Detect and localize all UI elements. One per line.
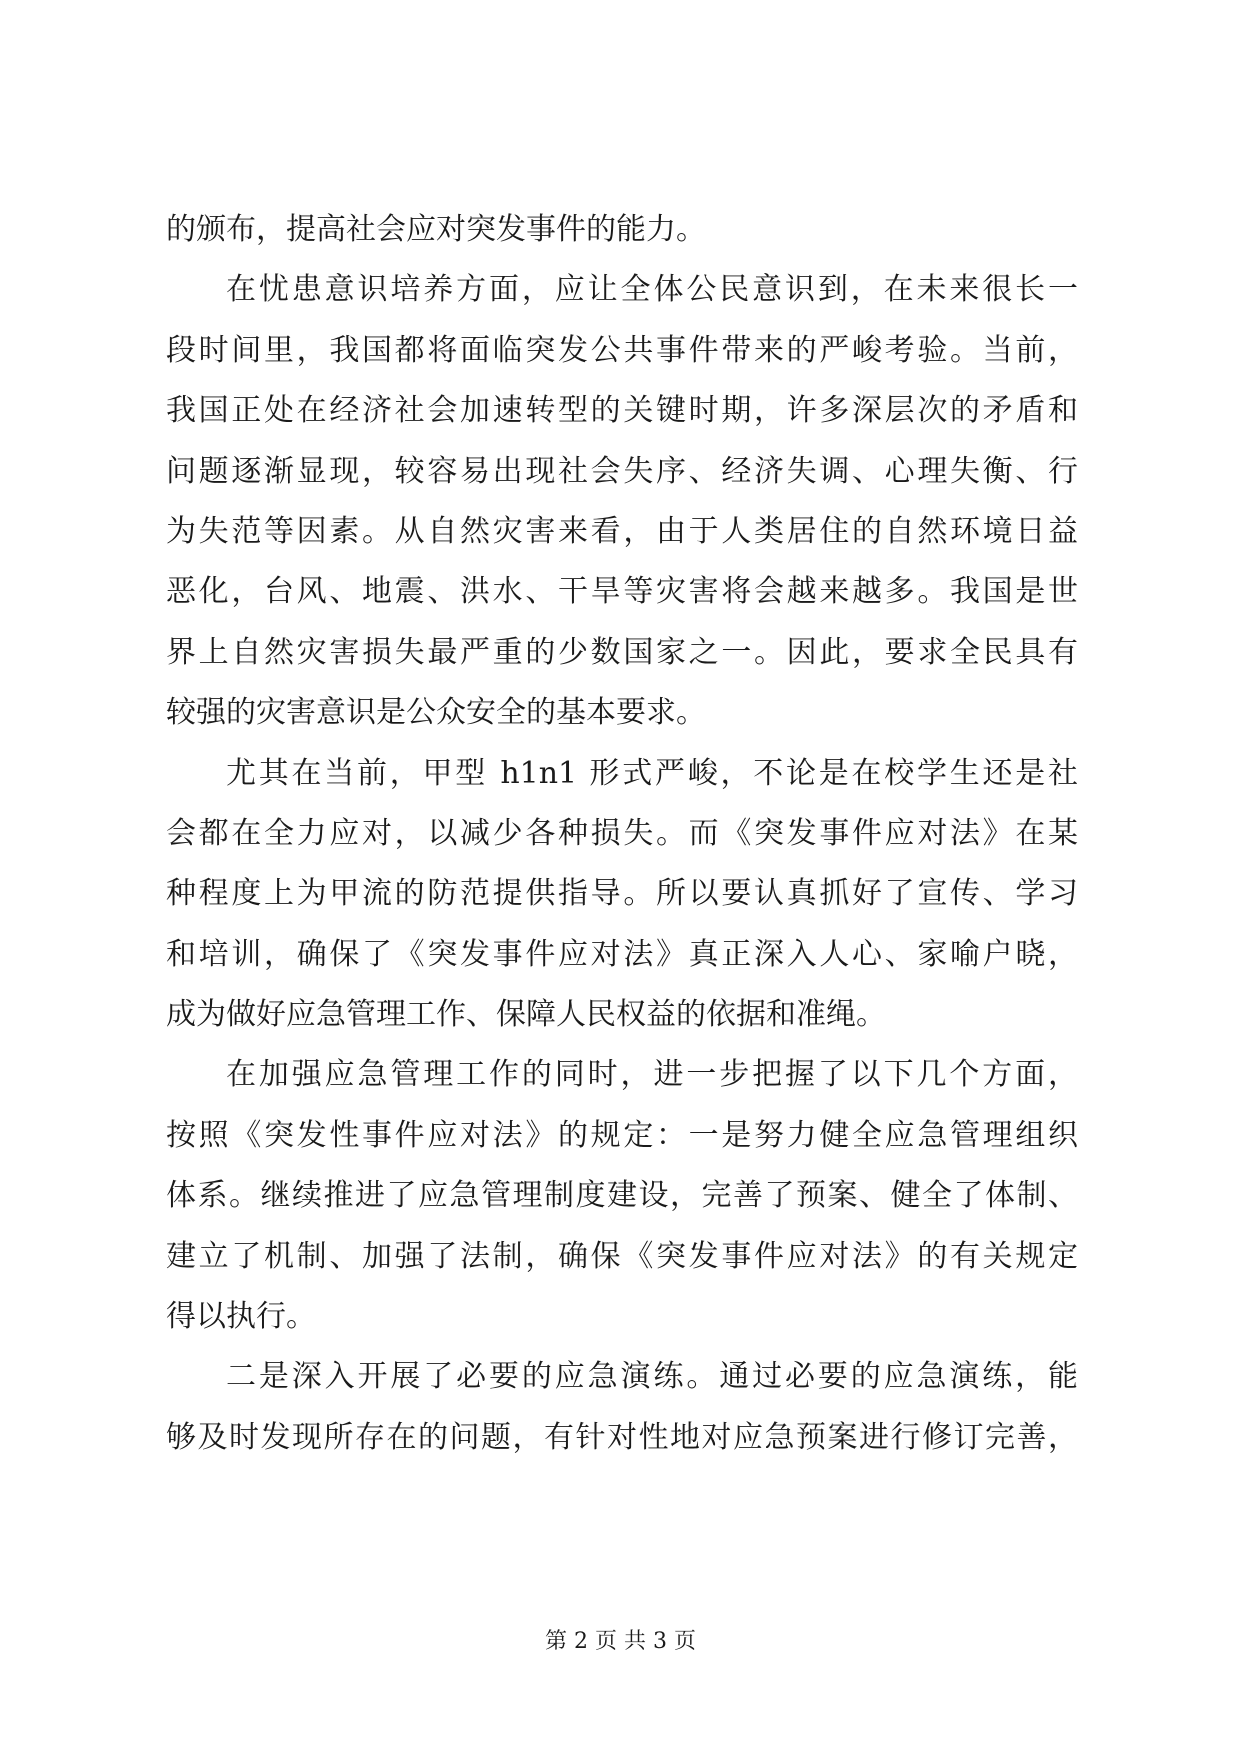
text-line: 体系。继续推进了应急管理制度建设，完善了预案、健全了体制、 [166,1178,1078,1214]
text-line: 为失范等因素。从自然灾害来看，由于人类居住的自然环境日益 [166,513,1078,549]
text-line: 界上自然灾害损失最严重的少数国家之一。因此，要求全民具有 [166,634,1078,670]
text-line: 和培训，确保了《突发事件应对法》真正深入人心、家喻户晓， [166,936,1078,972]
text-line: 的颁布，提高社会应对突发事件的能力。 [166,212,706,247]
text-line: 恶化，台风、地震、洪水、干旱等灾害将会越来越多。我国是世 [166,574,1078,610]
text-line: 按照《突发性事件应对法》的规定：一是努力健全应急管理组织 [166,1117,1078,1153]
text-line: 种程度上为甲流的防范提供指导。所以要认真抓好了宣传、学习 [166,876,1078,912]
text-line: 较强的灾害意识是公众安全的基本要求。 [166,695,706,731]
paragraph-start-line: 二是深入开展了必要的应急演练。通过必要的应急演练，能 [226,1359,1078,1395]
text-line: 得以执行。 [166,1299,316,1335]
text-line: 段时间里，我国都将面临突发公共事件带来的严峻考验。当前， [166,332,1078,368]
text-line: 我国正处在经济社会加速转型的关键时期，许多深层次的矛盾和 [166,393,1078,429]
text-line: 建立了机制、加强了法制，确保《突发事件应对法》的有关规定 [166,1238,1078,1274]
paragraph-start-line: 尤其在当前，甲型 h1n1 形式严峻，不论是在校学生还是社 [226,755,1078,791]
paragraph-start-line: 在忧患意识培养方面，应让全体公民意识到，在未来很长一 [226,272,1078,308]
text-line: 成为做好应急管理工作、保障人民权益的依据和准绳。 [166,997,886,1033]
page-number-footer: 第 2 页 共 3 页 [545,1629,696,1654]
text-line: 会都在全力应对，以减少各种损失。而《突发事件应对法》在某 [166,815,1078,851]
paragraph-start-line: 在加强应急管理工作的同时，进一步把握了以下几个方面， [226,1057,1078,1093]
text-line: 问题逐渐显现，较容易出现社会失序、经济失调、心理失衡、行 [166,453,1078,489]
text-line: 够及时发现所存在的问题，有针对性地对应急预案进行修订完善， [166,1419,1078,1455]
body-text [166,200,1078,1468]
